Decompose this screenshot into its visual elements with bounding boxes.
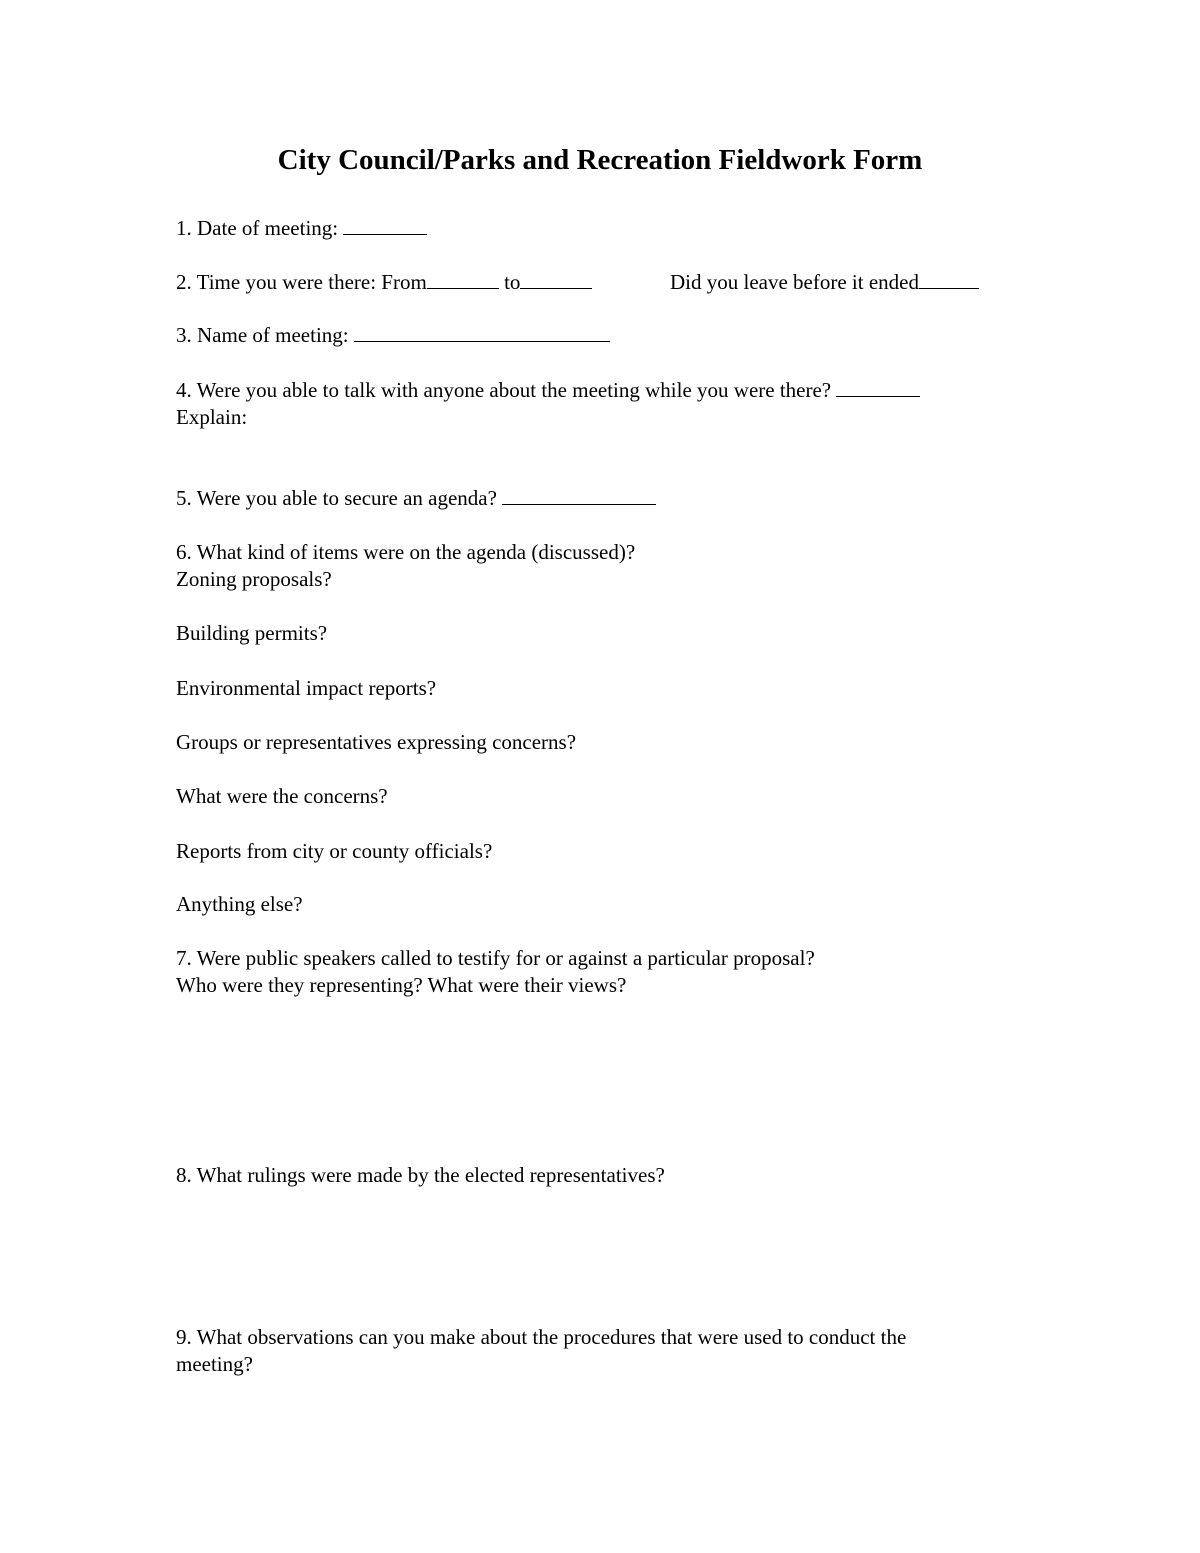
question-4-label: 4. Were you able to talk with anyone about the meeting while you were there? bbox=[176, 378, 837, 402]
time-from-blank[interactable] bbox=[427, 269, 499, 289]
question-3-label: 3. Name of meeting: bbox=[176, 323, 354, 347]
question-5-label: 5. Were you able to secure an agenda? bbox=[176, 486, 503, 510]
time-to-blank[interactable] bbox=[520, 269, 592, 289]
agenda-item-zoning: Zoning proposals? bbox=[176, 567, 332, 591]
question-1 bbox=[176, 215, 427, 242]
question-3 bbox=[176, 322, 610, 349]
agenda-item-reports: Reports from city or county officials? bbox=[176, 839, 493, 863]
question-7-line2: Who were they representing? What were their views? bbox=[176, 973, 627, 997]
question-2-to-label: to bbox=[498, 270, 521, 294]
question-6: 6. What kind of items were on the agenda (discussed)? bbox=[176, 540, 636, 564]
question-9: 9. What observations can you make about the procedures that were used to conduct the bbox=[176, 1325, 907, 1349]
question-5 bbox=[176, 485, 656, 512]
agenda-item-groups: Groups or representatives expressing concerns? bbox=[176, 730, 577, 754]
question-8: 8. What rulings were made by the elected representatives? bbox=[176, 1163, 665, 1187]
question-1-label: 1. Date of meeting: bbox=[176, 216, 344, 240]
question-4 bbox=[176, 377, 920, 404]
leave-early-blank[interactable] bbox=[919, 269, 979, 289]
agenda-item-environmental: Environmental impact reports? bbox=[176, 676, 437, 700]
agenda-item-concerns: What were the concerns? bbox=[176, 784, 388, 808]
question-2-label: 2. Time you were there: From bbox=[176, 270, 427, 294]
question-2-leave bbox=[670, 269, 979, 296]
form-title: City Council/Parks and Recreation Fieldwork Form bbox=[277, 144, 923, 176]
question-9-line2: meeting? bbox=[176, 1352, 253, 1376]
meeting-name-blank[interactable] bbox=[354, 322, 610, 342]
agenda-item-else: Anything else? bbox=[176, 892, 303, 916]
question-7: 7. Were public speakers called to testify for or against a particular proposal? bbox=[176, 946, 815, 970]
talk-blank[interactable] bbox=[836, 377, 920, 397]
question-2-leave-label: Did you leave before it ended bbox=[670, 270, 919, 294]
agenda-blank[interactable] bbox=[502, 485, 656, 505]
question-2 bbox=[176, 269, 592, 296]
question-4-explain: Explain: bbox=[176, 405, 248, 429]
date-blank[interactable] bbox=[343, 215, 427, 235]
agenda-item-permits: Building permits? bbox=[176, 621, 328, 645]
